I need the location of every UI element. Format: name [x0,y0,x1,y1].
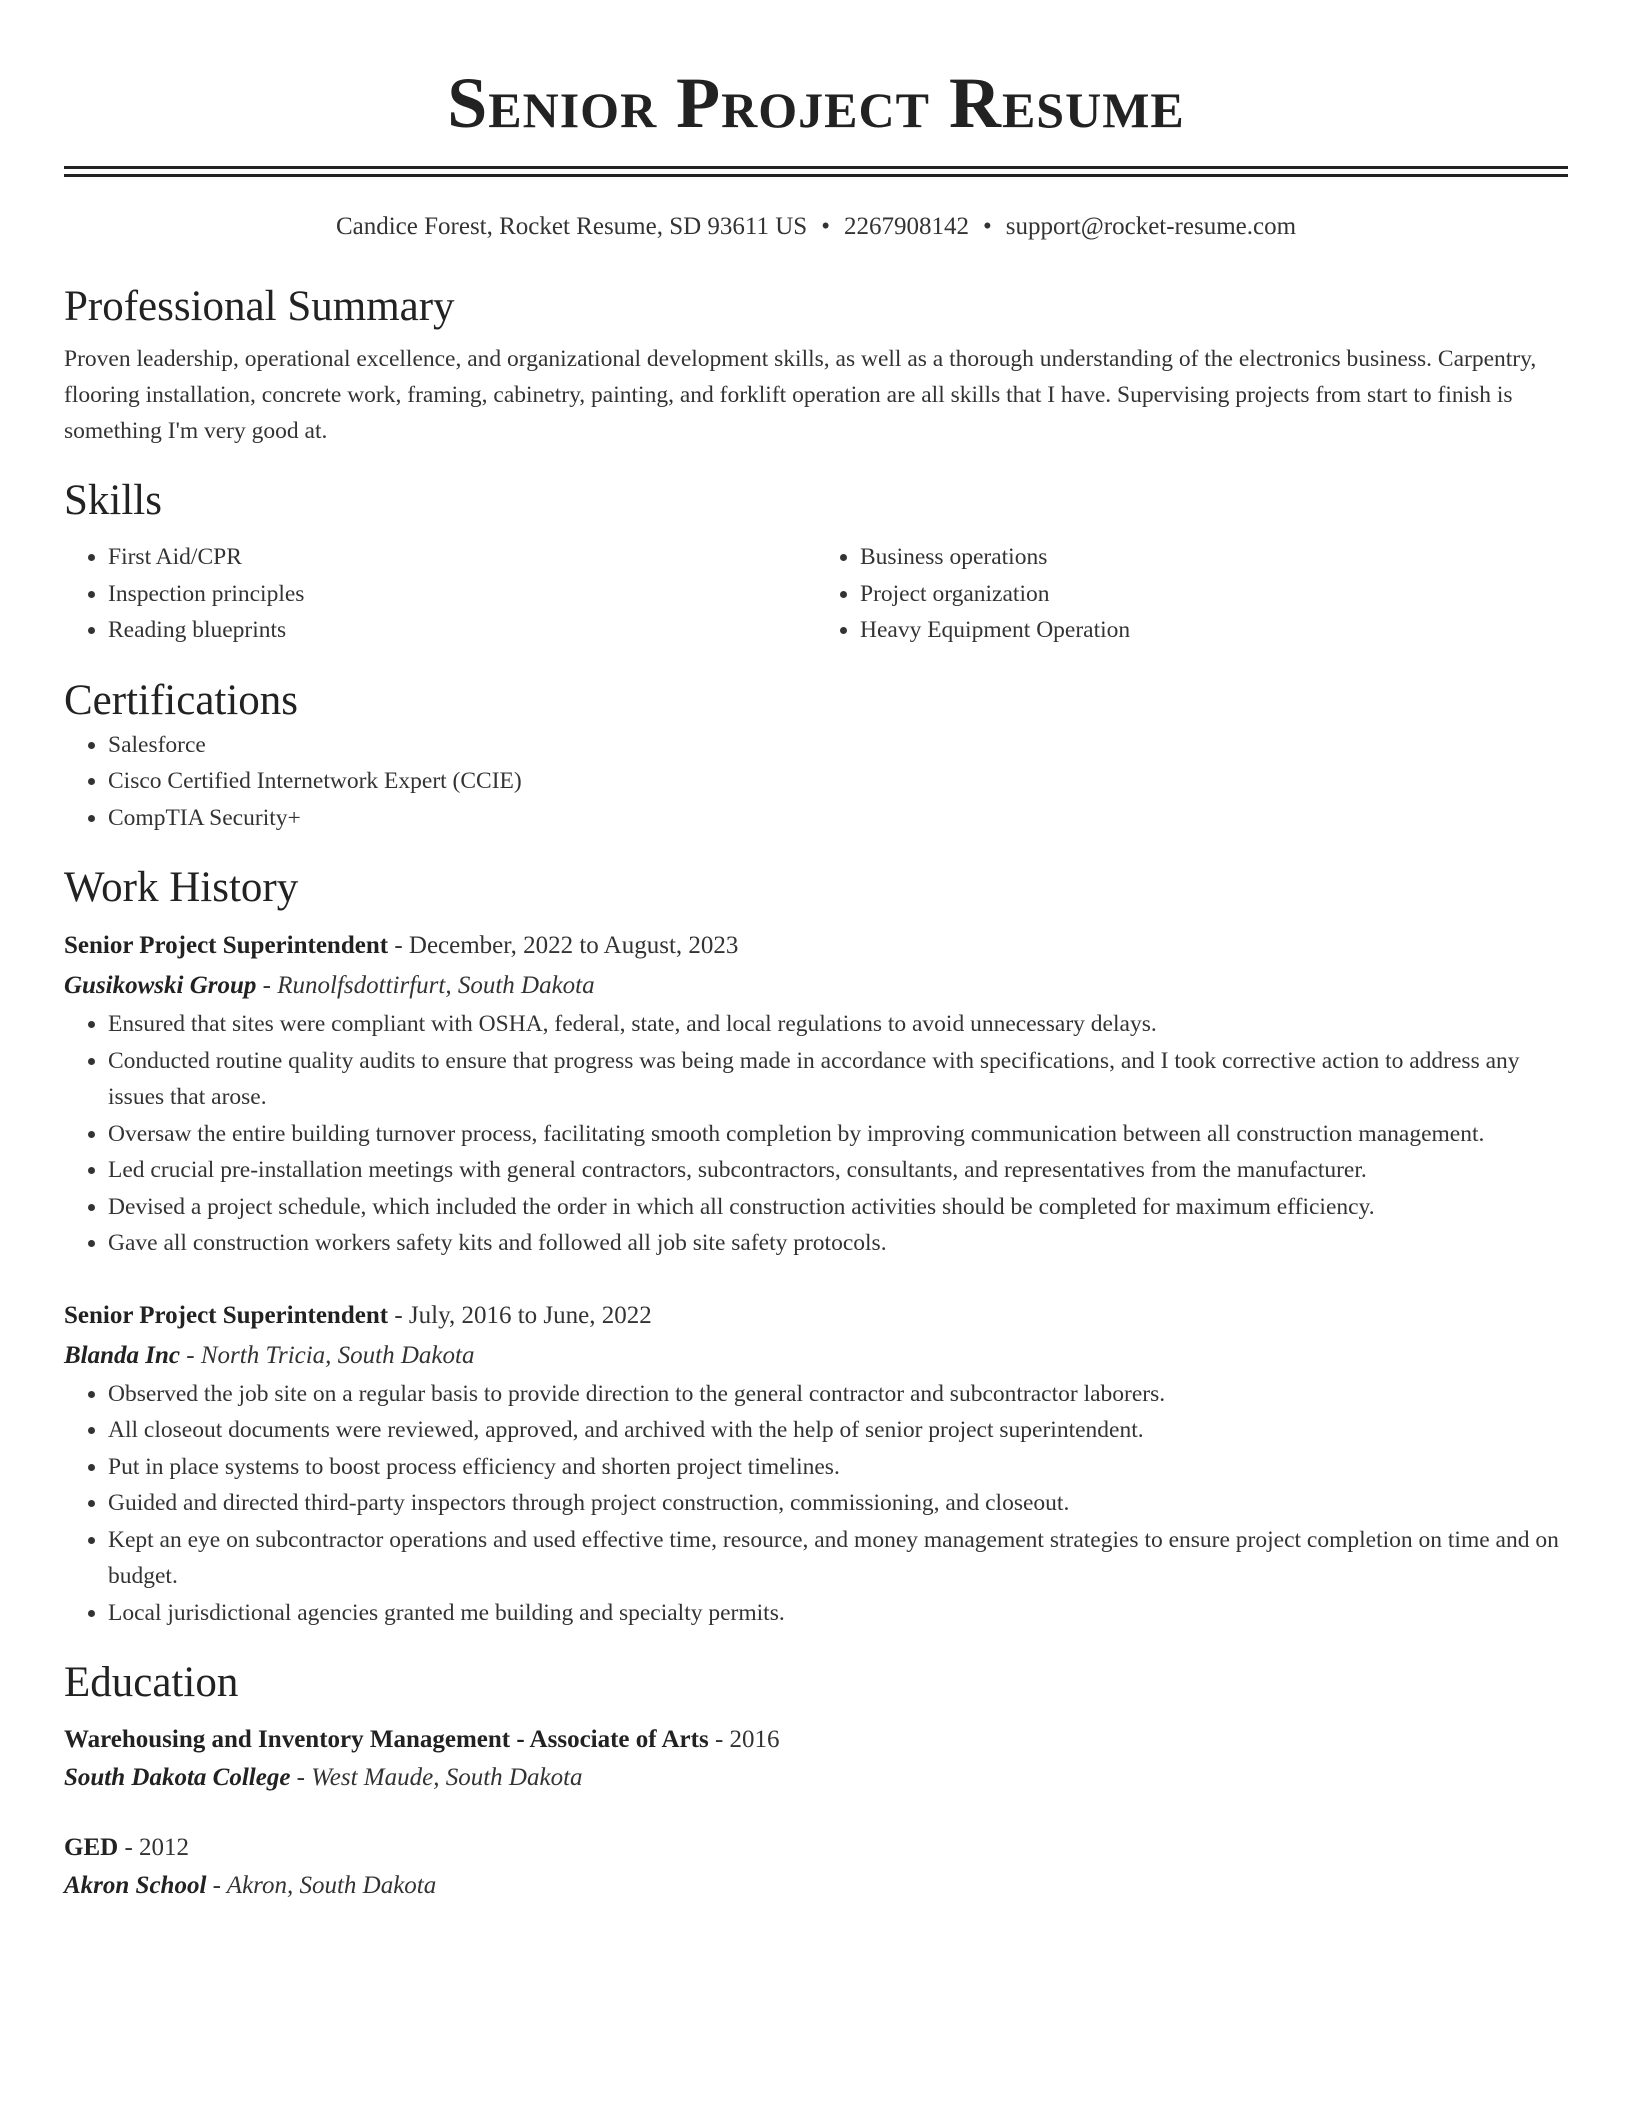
job-company-line [64,1336,1568,1376]
job-location: - Runolfsdottirfurt, South Dakota [256,972,595,999]
job-bullet: • Local jurisdictional agencies granted me building and specialty permits. [108,1595,1568,1632]
skills-heading: Skills [64,477,162,524]
skills-list-right [816,539,1568,649]
education-school: South Dakota College [64,1764,291,1791]
education-heading: Education [64,1659,239,1706]
education-header [64,1721,1568,1759]
resume-title: Senior Project Resume [447,63,1185,143]
job-entry [64,926,1568,1262]
certification-item: • Salesforce [108,727,1568,764]
job-bullet: • Gave all construction workers safety kits and followed all job site safety protocols. [108,1225,1568,1262]
header-divider [64,166,1568,177]
contact-separator: • [821,213,830,240]
job-bullet: • Kept an eye on subcontractor operations and used effective time, resource, and money management strategies to ensure project completion on time and on budget. [108,1522,1568,1595]
skills-grid [64,539,1568,649]
job-company: Blanda Inc [64,1341,181,1369]
education-entry [64,1721,1568,1797]
job-entry [64,1296,1568,1632]
job-bullet: • Devised a project schedule, which included the order in which all construction activities should be completed for maximum efficiency. [108,1189,1568,1226]
certifications-heading: Certifications [64,676,299,724]
job-header [64,1296,1568,1336]
education-degree: Warehousing and Inventory Management - Associate of Arts [64,1726,709,1753]
education-school-line [64,1867,1568,1905]
contact-line [64,211,1568,243]
education-header [64,1829,1568,1867]
job-bullet: • Ensured that sites were compliant with OSHA, federal, state, and local regulations to avoid unnecessary delays. [108,1006,1568,1043]
job-bullet: • Guided and directed third-party inspectors through project construction, commissioning, and closeout. [108,1485,1568,1522]
work-history-heading: Work History [64,864,299,911]
certification-item: • Cisco Certified Internetwork Expert (CCIE) [108,763,1568,800]
skill-item: • Business operations [860,539,1568,576]
job-header [64,926,1568,966]
certification-item: • CompTIA Security+ [108,800,1568,837]
education-location: - West Maude, South Dakota [290,1764,583,1791]
contact-address: Candice Forest, Rocket Resume, SD 93611 US [335,213,808,240]
contact-separator: • [982,213,992,240]
job-bullet: • Led crucial pre-installation meetings with general contractors, subcontractors, consultants, and representatives from the manufacturer. [108,1152,1568,1189]
job-position: Senior Project Superintendent [64,932,389,959]
education-year: - 2016 [708,1726,780,1753]
skill-item: • Inspection principles [108,576,816,613]
summary-text: Proven leadership, operational excellence, and organizational development skills, as well as a thorough understanding of the electronics business. Carpentry, flooring installation, concrete work, framing, cabinetry, painting, and forklift operation are all skills that I have. Supervising projects from start to finish is something I'm very good at. [64,346,1537,444]
job-bullet: • Put in place systems to boost process efficiency and shorten project timelines. [108,1449,1568,1486]
job-company: Gusikowski Group [64,972,257,999]
job-dates: - December, 2022 to August, 2023 [388,932,739,959]
skill-item: • Heavy Equipment Operation [860,612,1568,649]
job-bullets [64,1376,1568,1632]
job-bullet: • Observed the job site on a regular basis to provide direction to the general contractor and subcontractor laborers. [108,1376,1568,1413]
job-position: Senior Project Superintendent [64,1301,389,1329]
education-year: - 2012 [118,1834,190,1861]
job-bullets [64,1006,1568,1262]
skill-item: • First Aid/CPR [108,539,816,576]
education-school: Akron School [64,1872,207,1899]
job-company-line [64,966,1568,1006]
job-bullet: • Conducted routine quality audits to ensure that progress was being made in accordance with specifications, and I took corrective action to address any issues that arose. [108,1043,1568,1116]
skill-item: • Project organization [860,576,1568,613]
job-bullet: • Oversaw the entire building turnover process, facilitating smooth completion by improving communication between all construction management. [108,1116,1568,1153]
skills-list-left [64,539,816,649]
summary-heading: Professional Summary [64,283,455,330]
contact-phone: 2267908142 [843,213,969,240]
skill-item: • Reading blueprints [108,612,816,649]
job-dates: - July, 2016 to June, 2022 [388,1301,652,1329]
education-location: - Akron, South Dakota [206,1872,437,1899]
education-school-line [64,1759,1568,1797]
education-entry [64,1829,1568,1905]
contact-email: support@rocket-resume.com [1005,213,1297,240]
education-degree: GED [64,1834,119,1861]
job-location: - North Tricia, South Dakota [180,1341,475,1369]
certifications-list [64,727,1568,837]
job-bullet: • All closeout documents were reviewed, approved, and archived with the help of senior project superintendent. [108,1412,1568,1449]
